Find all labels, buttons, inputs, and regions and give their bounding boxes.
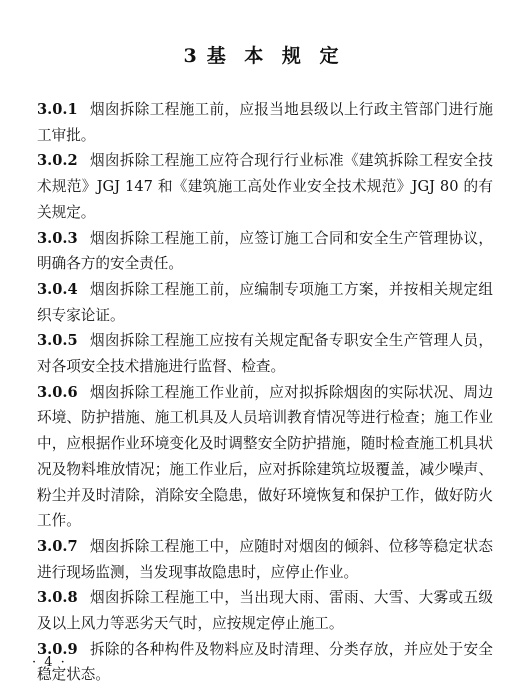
clause-text: 烟囱拆除工程施工作业前，应对拟拆除烟囱的实际状况、周边环境、防护措施、施工机具及人员培训教育情况等进行检查；施工作业中，应根据作业环境变化及时调整安全防护措施，随时检查施工机具状况及物料堆放情况；施工作业后，应对拆除建筑垃圾覆盖，减少噪声、粉尘并及时清除，消除安全隐患，做好环境恢复和保护工作，做好防火工作。	[37, 383, 493, 530]
clause-3-0-4	[37, 277, 493, 328]
clause-3-0-3	[37, 226, 493, 277]
clause-3-0-6	[37, 380, 493, 534]
clause-3-0-1	[37, 97, 493, 148]
clause-text: 烟囱拆除工程施工前，应报当地县级以上行政主管部门进行施工审批。	[37, 101, 493, 144]
page-number: · 4 ·	[32, 655, 67, 670]
clause-number: 3.0.3	[37, 229, 78, 247]
clause-text: 烟囱拆除工程施工应符合现行行业标准《建筑拆除工程安全技术规范》JGJ 147 和《建筑施工高处作业安全技术规范》JGJ 80 的有关规定。	[37, 152, 493, 221]
chapter-number: 3	[183, 44, 197, 67]
clause-3-0-8	[37, 585, 493, 636]
chapter-title	[0, 41, 528, 68]
clause-number: 3.0.5	[37, 332, 78, 350]
clause-text: 拆除的各种构件及物料应及时清理、分类存放，并应处于安全稳定状态。	[37, 640, 493, 684]
clause-text: 烟囱拆除工程施工前，应编制专项施工方案，并按相关规定组织专家论证。	[37, 280, 493, 324]
clause-number: 3.0.7	[37, 537, 78, 555]
clause-3-0-5	[37, 328, 493, 379]
clause-3-0-2	[37, 148, 493, 225]
clause-number: 3.0.8	[37, 589, 78, 607]
clause-number: 3.0.6	[37, 383, 78, 401]
clause-3-0-7	[37, 534, 493, 585]
clause-number: 3.0.4	[37, 280, 78, 298]
clause-text: 烟囱拆除工程施工应按有关规定配备专职安全生产管理人员，对各项安全技术措施进行监督、检查。	[37, 332, 493, 376]
clause-text: 烟囱拆除工程施工中，当出现大雨、雷雨、大雪、大雾或五级及以上风力等恶劣天气时，应按规定停止施工。	[37, 589, 493, 633]
chapter-name: 基 本 规 定	[206, 44, 345, 67]
clause-text: 烟囱拆除工程施工中，应随时对烟囱的倾斜、位移等稳定状态进行现场监测，当发现事故隐患时，应停止作业。	[37, 537, 493, 581]
clause-text: 烟囱拆除工程施工前，应签订施工合同和安全生产管理协议，明确各方的安全责任。	[37, 229, 493, 273]
clause-3-0-9	[37, 637, 493, 688]
clause-number: 3.0.2	[37, 152, 78, 170]
clause-number: 3.0.1	[37, 101, 78, 118]
clause-number: 3.0.9	[37, 640, 78, 658]
clause-list	[37, 97, 493, 688]
